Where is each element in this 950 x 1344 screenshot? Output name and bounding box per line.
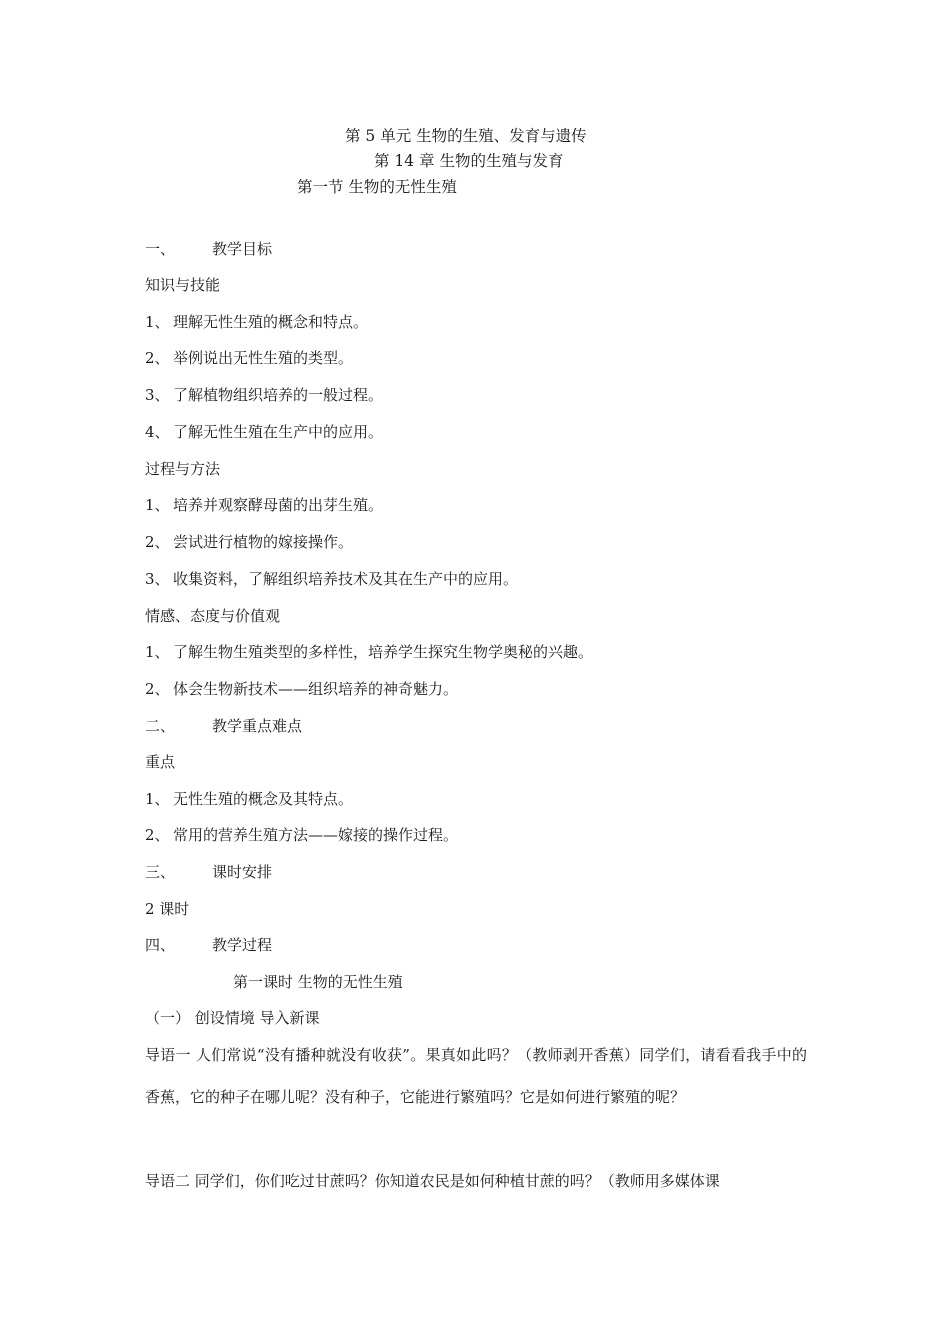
section-heading-4 <box>145 935 272 955</box>
subheading-process: 过程与方法 <box>145 460 221 478</box>
list-item: 1、 了解生物生殖类型的多样性，培养学生探究生物学奥秘的兴趣。 <box>145 643 594 661</box>
subheading-knowledge: 知识与技能 <box>145 276 221 294</box>
section-number: 二、 <box>145 717 176 735</box>
list-item: 2、 举例说出无性生殖的类型。 <box>145 349 354 367</box>
list-item: 1、 理解无性生殖的概念和特点。 <box>145 313 369 331</box>
subheading-key-points: 重点 <box>145 753 176 771</box>
section-heading-2 <box>145 716 302 736</box>
section-number: 一、 <box>145 240 176 258</box>
unit-title: 第 5 单元 生物的生殖、发育与遗传 <box>345 127 587 145</box>
section-heading-1 <box>145 239 272 259</box>
list-item: 1、 无性生殖的概念及其特点。 <box>145 790 354 808</box>
step-heading: （一） 创设情境 导入新课 <box>145 1009 320 1027</box>
list-item: 2、 尝试进行植物的嫁接操作。 <box>145 533 354 551</box>
list-item: 2、 体会生物新技术——组织培养的神奇魅力。 <box>145 680 459 698</box>
section-number: 三、 <box>145 863 176 881</box>
list-item: 3、 收集资料，了解组织培养技术及其在生产中的应用。 <box>145 570 519 588</box>
section-title: 第一节 生物的无性生殖 <box>297 178 457 196</box>
section-label: 教学过程 <box>212 936 273 954</box>
section-label: 教学目标 <box>212 240 273 258</box>
chapter-title: 第 14 章 生物的生殖与发育 <box>374 152 564 170</box>
lesson-hours: 2 课时 <box>145 900 190 918</box>
list-item: 3、 了解植物组织培养的一般过程。 <box>145 386 384 404</box>
lesson-title: 第一课时 生物的无性生殖 <box>233 973 403 991</box>
section-number: 四、 <box>145 936 176 954</box>
intro-paragraph-2: 导语二 同学们，你们吃过甘蔗吗？你知道农民是如何种植甘蔗的吗？（教师用多媒体课 <box>145 1172 720 1190</box>
section-heading-3 <box>145 862 272 882</box>
list-item: 1、 培养并观察酵母菌的出芽生殖。 <box>145 496 384 514</box>
section-label: 课时安排 <box>212 863 273 881</box>
intro-paragraph-1: 导语一 人们常说“没有播种就没有收获”。果真如此吗？（教师剥开香蕉）同学们，请看看我手中的香蕉，它的种子在哪儿呢？没有种子，它能进行繁殖吗？它是如何进行繁殖的呢？ <box>145 1046 807 1106</box>
section-label: 教学重点难点 <box>212 717 303 735</box>
subheading-attitude: 情感、态度与价值观 <box>145 607 281 625</box>
list-item: 4、 了解无性生殖在生产中的应用。 <box>145 423 384 441</box>
list-item: 2、 常用的营养生殖方法——嫁接的操作过程。 <box>145 826 459 844</box>
